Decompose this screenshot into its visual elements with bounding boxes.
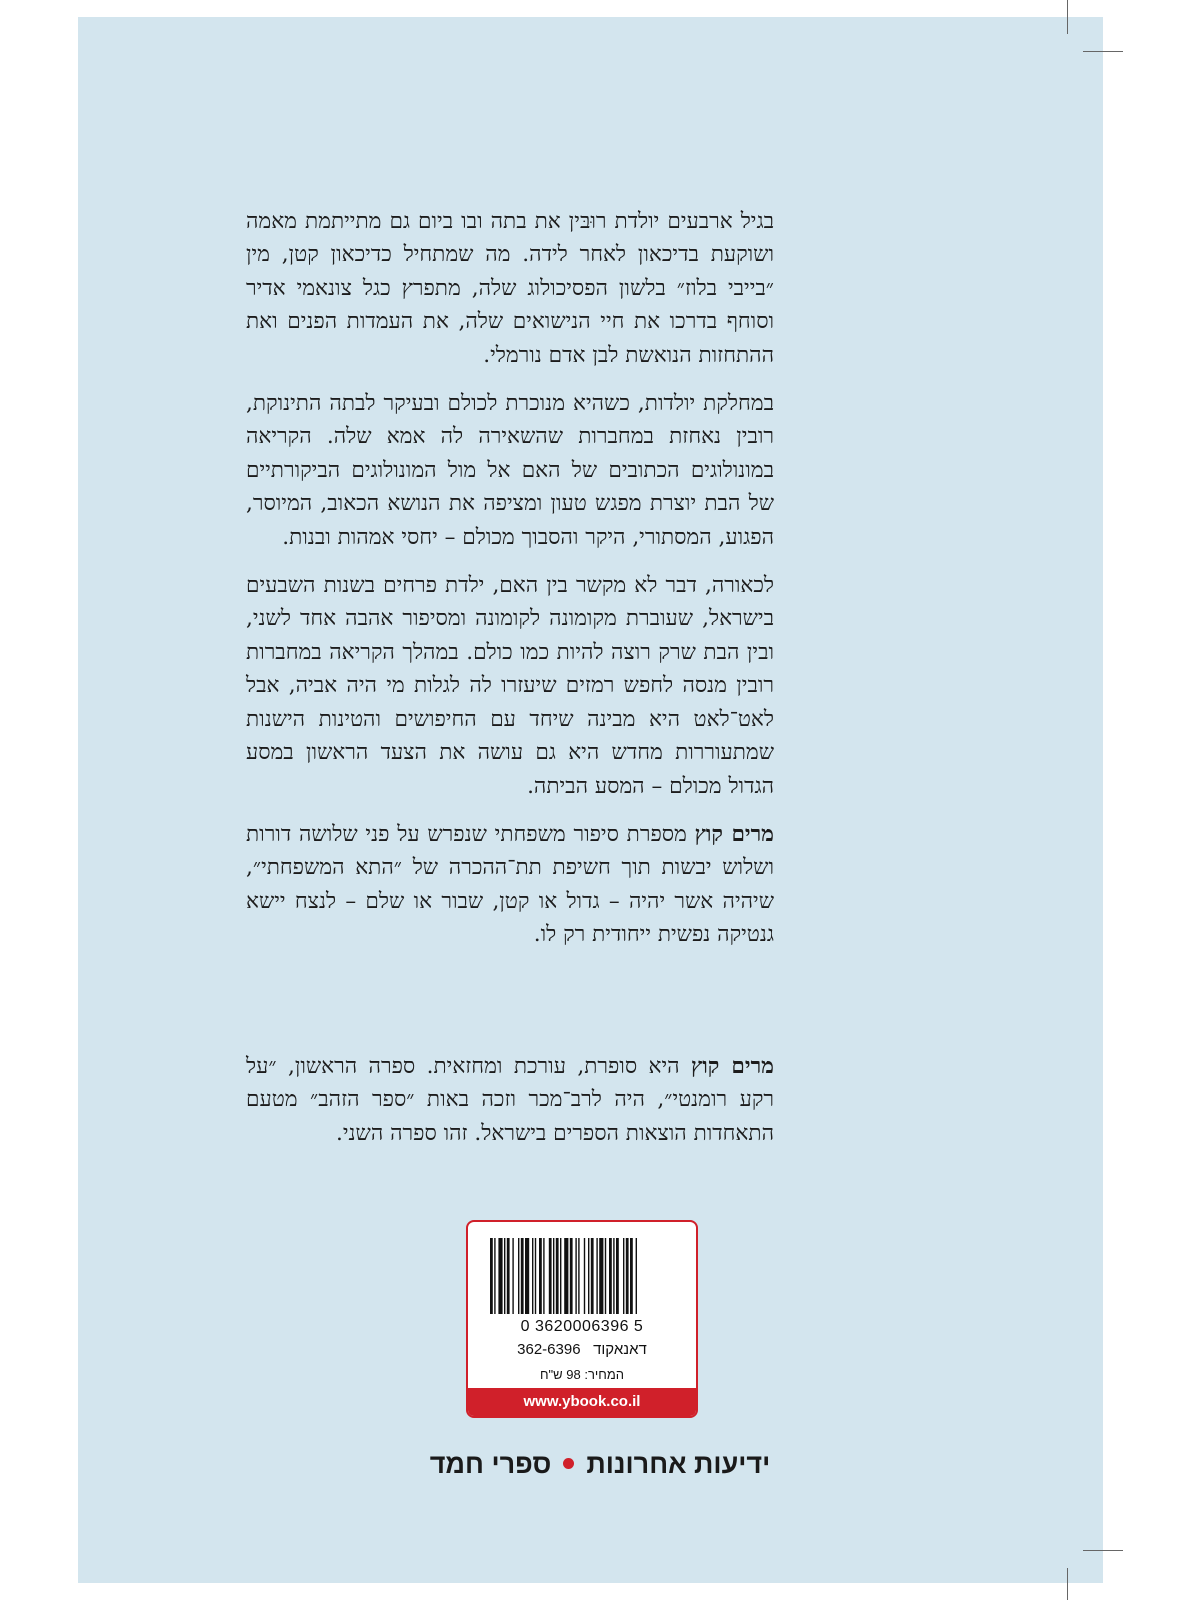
crop-mark-bottom-vertical — [1067, 1568, 1068, 1600]
blurb-paragraph-4-text: מספרת סיפור משפחתי שנפרש על פני שלושה דורות ושלוש יבשות תוך חשיפת תת־ההכרה של ״התא המשפחתי״, שיהיה אשר יהיה – גדול או קטן, שבור או שלם – לנצח יישא גנטיקה נפשית ייחודית רק לו. — [246, 821, 774, 948]
crop-mark-top-horizontal — [1083, 51, 1123, 52]
website-link[interactable]: www.ybook.co.il — [468, 1388, 696, 1416]
bio-text: היא סופרת, עורכת ומחזאית. ספרה הראשון, ״על רקע רומנטי״, היה לרב־מכר וזכה באות ״ספר הזהב״ מטעם התאחדות הוצאות הספרים בישראל. זהו ספרה השני. — [246, 1054, 774, 1146]
publisher-name-secondary: ספרי חמד — [429, 1449, 552, 1479]
blurb-text — [246, 205, 774, 967]
blurb-paragraph-1: בגיל ארבעים יולדת רוּבּין את בתה ובו ביום גם מתייתמת מאמה ושוקעת בדיכאון לאחר לידה. מה שמתחיל כדיכאון קטן, מין ״בייבי בלוז״ בלשון הפסיכולוג שלה, מתפרץ כגל צונאמי אדיר וסוחף בדרכו את חיי הנישואים שלה, את העמדות הפנים ואת ההתחזות הנואשת לבן אדם נורמלי. — [246, 209, 774, 368]
blurb-paragraph-2: במחלקת יולדות, כשהיא מנוכרת לכולם ובעיקר לבתה התינוקת, רובין נאחזת במחברות שהשאירה לה אמא שלה. הקריאה במונולוגים הכתובים של האם אל מול המונולוגים הביקורתיים של הבת יוצרת מפגש טעון ומציפה את הנושא הכאוב, המיוסר, הפגוע, המסתורי, היקר והסבוך מכולם – יחסי אמהות ובנות. — [246, 391, 774, 550]
blurb-paragraph-4 — [246, 818, 774, 952]
danacode-value: 362-6396 — [517, 1341, 581, 1358]
danacode-label: דאנאקוד — [593, 1341, 647, 1358]
crop-mark-top-vertical — [1067, 0, 1068, 34]
publisher-name-primary: ידיעות אחרונות — [586, 1449, 771, 1479]
bullet-dot-icon — [563, 1458, 574, 1469]
crop-mark-bottom-horizontal — [1083, 1550, 1123, 1551]
blurb-author-name: מרים קוץ — [694, 821, 774, 847]
author-bio — [246, 1050, 774, 1150]
author-bio-paragraph — [246, 1050, 774, 1150]
price — [468, 1367, 696, 1382]
bio-author-name: מרים קוץ — [691, 1054, 774, 1079]
danacode — [468, 1341, 696, 1358]
barcode-number: 0 3620006396 5 — [520, 1318, 644, 1335]
publisher-imprint — [0, 1449, 1200, 1480]
blurb-paragraph-3: לכאורה, דבר לא מקשר בין האם, ילדת פרחים בשנות השבעים בישראל, שעוברת מקומונה לקומונה ומסיפור אהבה אחד לשני, ובין הבת שרק רוצה להיות כמו כולם. במהלך הקריאה במחברות רובין מנסה לחפש רמזים שיעזרו לה לגלות מי היה אביה, אבל לאט־לאט היא מבינה שיחד עם החיפושים והטינות הישנות שמתעוררות מחדש היא גם עושה את הצעד הראשון במסע הגדול מכולם – המסע הביתה. — [246, 573, 774, 799]
barcode-label — [466, 1220, 698, 1418]
price-value: 98 ש"ח — [539, 1367, 581, 1382]
barcode-icon — [490, 1238, 676, 1314]
price-label: המחיר: — [584, 1367, 625, 1382]
